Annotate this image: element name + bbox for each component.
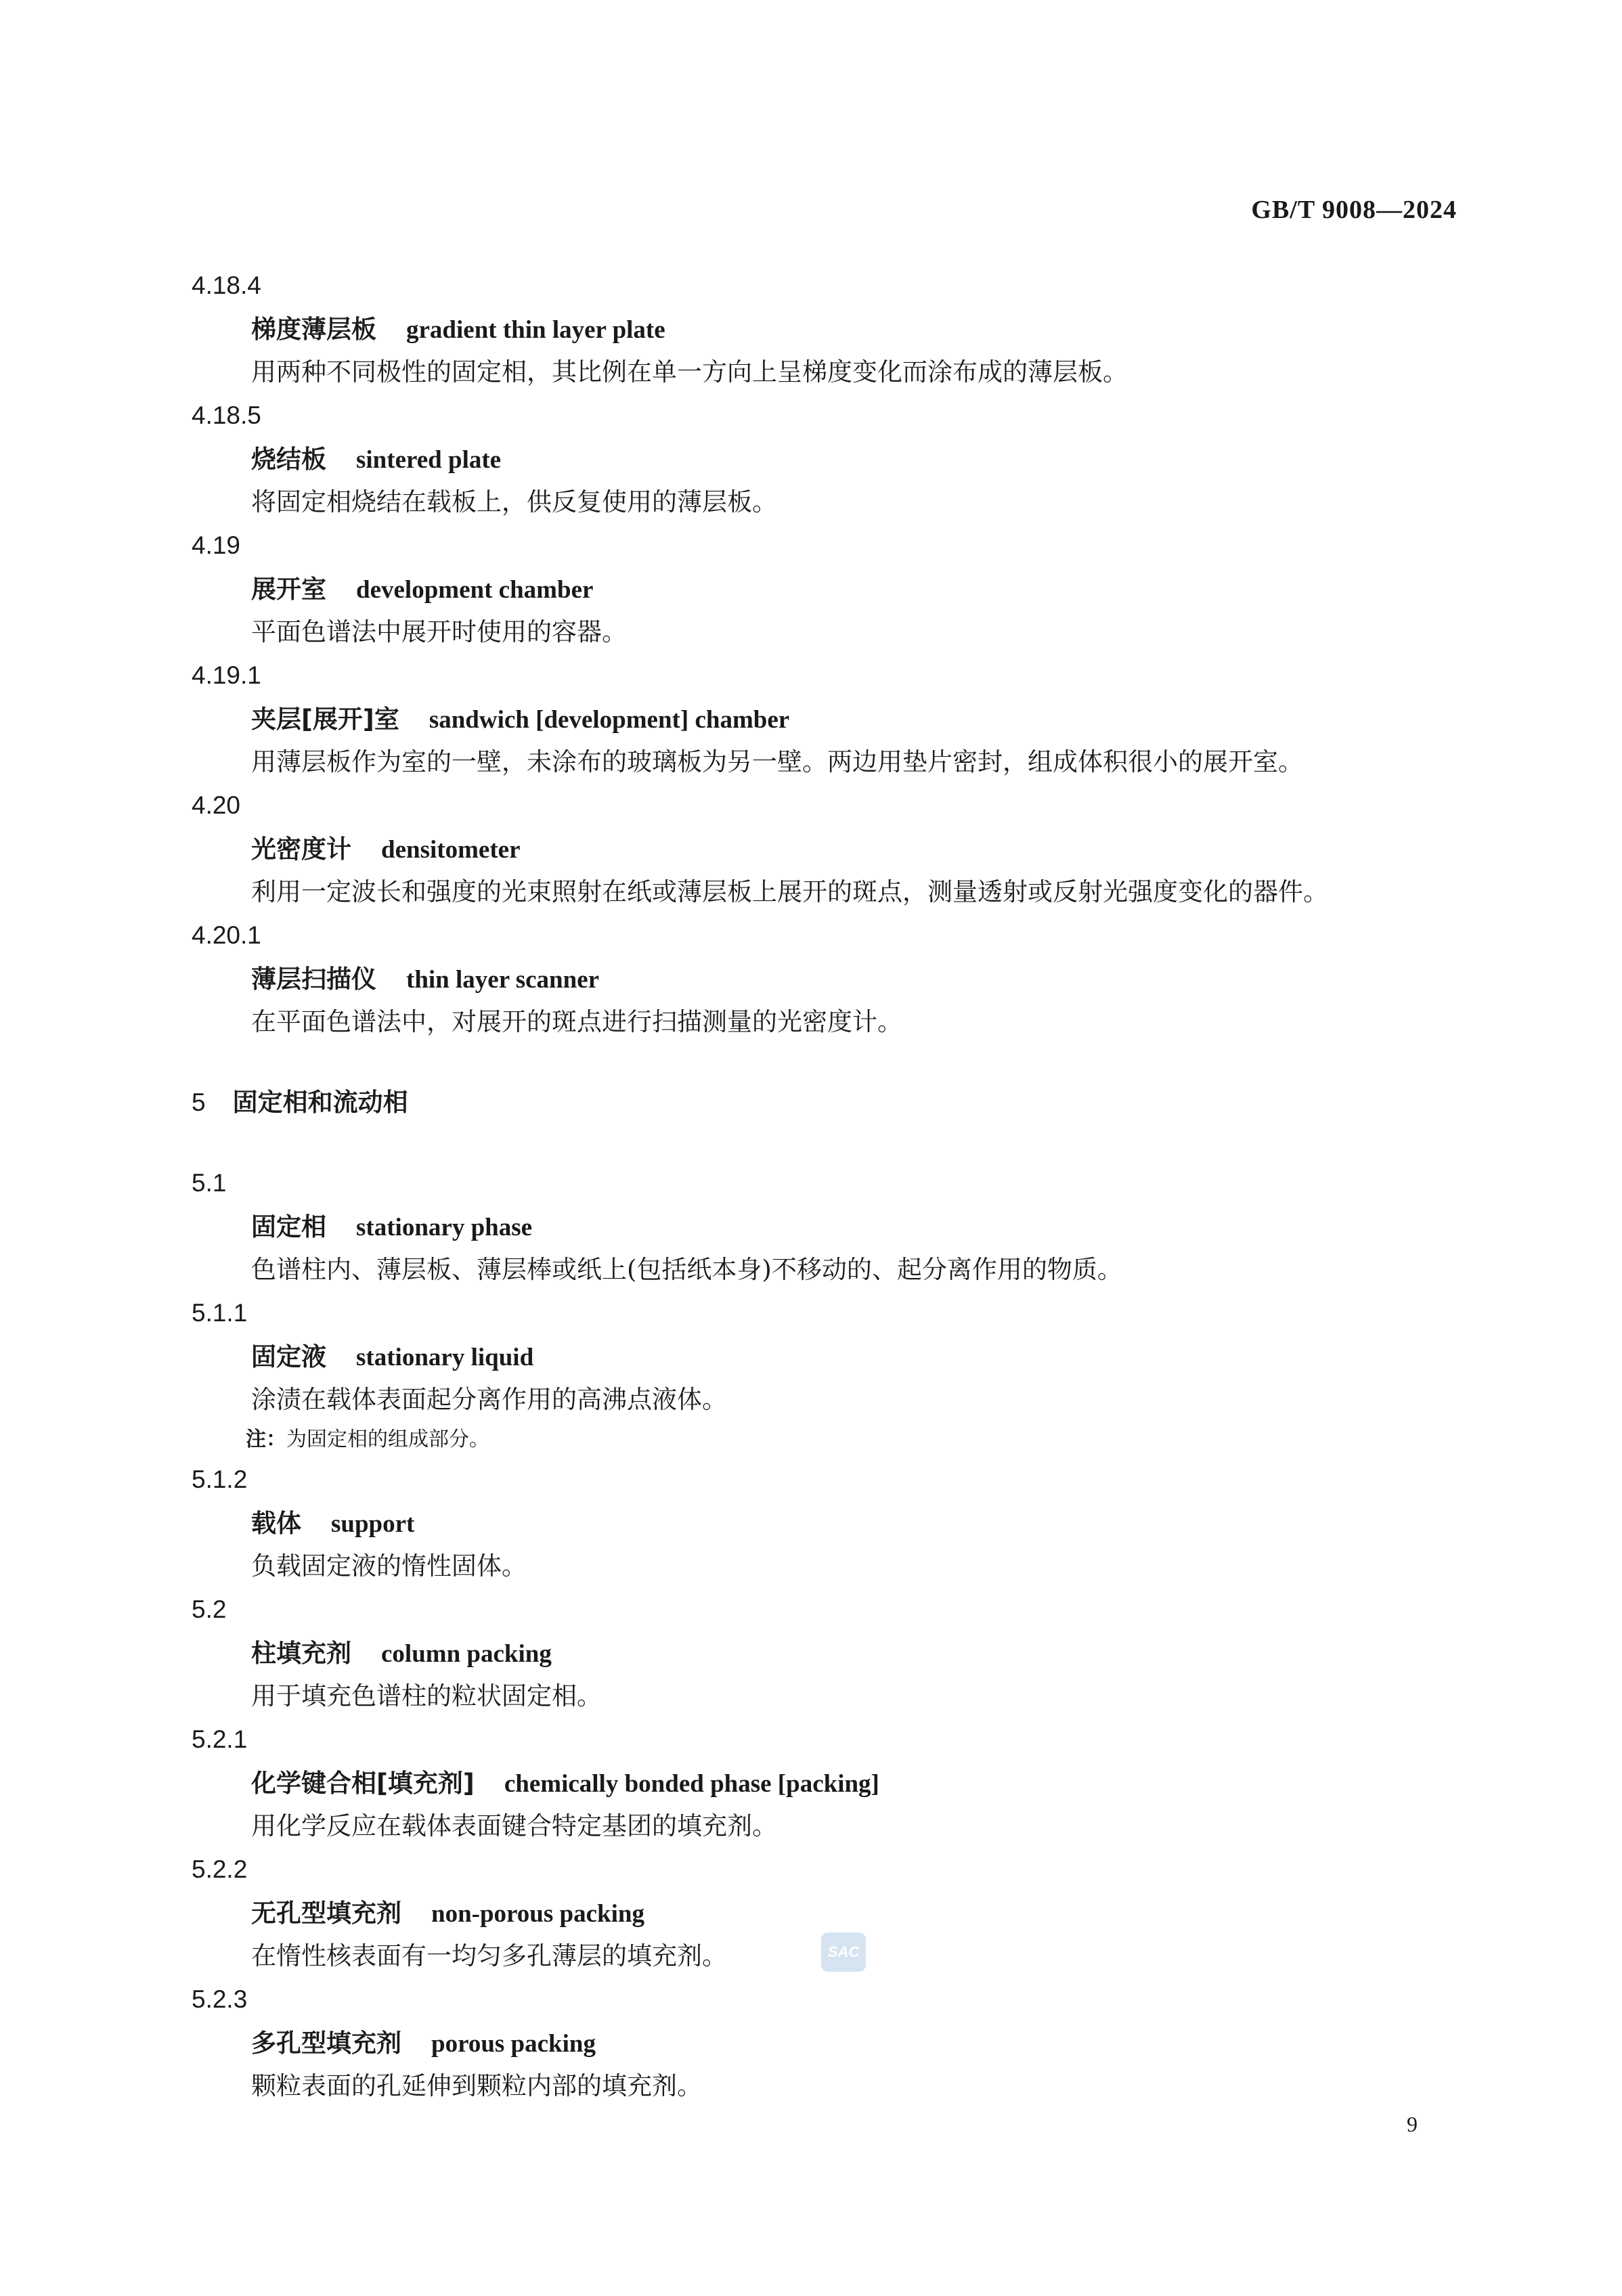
- term-definition: 用于填充色谱柱的粒状固定相。: [251, 1681, 602, 1710]
- term-entry: [192, 264, 1478, 394]
- term-title-zh: 多孔型填充剂: [251, 2029, 401, 2058]
- term-definition: 用薄层板作为室的一壁，未涂布的玻璃板为另一壁。两边用垫片密封，组成体积很小的展开室。: [251, 747, 1303, 776]
- term-definition: 颗粒表面的孔延伸到颗粒内部的填充剂。: [251, 2071, 702, 2100]
- term-title: [251, 697, 1478, 741]
- term-title: [251, 1761, 1478, 1805]
- term-number: 4.19.1: [192, 661, 261, 689]
- term-title-zh: 光密度计: [251, 835, 351, 864]
- term-definition: 将固定相烧结在载板上，供反复使用的薄层板。: [251, 487, 777, 516]
- term-title: [251, 307, 1478, 351]
- page-number: 9: [1407, 2112, 1418, 2136]
- term-title-en: thin layer scanner: [406, 966, 600, 994]
- term-title-en: gradient thin layer plate: [406, 316, 665, 344]
- term-title-en: densitometer: [381, 836, 521, 864]
- term-title: [251, 567, 1478, 611]
- term-title-en: sintered plate: [356, 446, 502, 474]
- term-entry: [192, 1588, 1478, 1718]
- term-number: 5.2.3: [192, 1985, 248, 2013]
- section-number: 5: [192, 1088, 206, 1116]
- term-number: 5.2: [192, 1595, 227, 1623]
- term-title-en: non-porous packing: [431, 1900, 644, 1928]
- term-title: [251, 1891, 1478, 1935]
- term-title: [251, 2021, 1478, 2065]
- term-title-zh: 化学键合相[填充剂]: [251, 1769, 475, 1798]
- term-number: 4.20: [192, 791, 241, 819]
- term-entry: [192, 654, 1478, 784]
- term-entry: [192, 1978, 1478, 2108]
- term-entry: [192, 914, 1478, 1044]
- term-note: [246, 1421, 1478, 1458]
- term-title: [251, 1335, 1478, 1378]
- term-number: 4.18.5: [192, 401, 261, 429]
- term-number: 4.18.4: [192, 271, 261, 299]
- term-definition: 用化学反应在载体表面键合特定基团的填充剂。: [251, 1811, 777, 1840]
- term-title-zh: 无孔型填充剂: [251, 1899, 401, 1928]
- term-title: [251, 437, 1478, 481]
- term-definition: 用两种不同极性的固定相，其比例在单一方向上呈梯度变化而涂布成的薄层板。: [251, 357, 1128, 387]
- term-definition: 平面色谱法中展开时使用的容器。: [251, 617, 627, 646]
- term-title-zh: 柱填充剂: [251, 1639, 351, 1668]
- term-definition: 负载固定液的惰性固体。: [251, 1551, 527, 1581]
- term-title-en: development chamber: [356, 576, 594, 604]
- term-title-en: stationary phase: [356, 1214, 533, 1241]
- section-title: 固定相和流动相: [232, 1088, 408, 1117]
- term-title-zh: 载体: [251, 1509, 301, 1538]
- term-title: [251, 957, 1478, 1000]
- term-title: [251, 827, 1478, 870]
- term-number: 4.20.1: [192, 921, 261, 949]
- term-title-en: porous packing: [431, 2030, 596, 2058]
- term-entry: [192, 394, 1478, 524]
- term-entry: [192, 1292, 1478, 1458]
- term-title: [251, 1631, 1478, 1675]
- term-entry: [192, 1162, 1478, 1292]
- term-title-zh: 薄层扫描仪: [251, 965, 376, 994]
- term-definition: 在惰性核表面有一均匀多孔薄层的填充剂。: [251, 1941, 727, 1970]
- term-number: 4.19: [192, 531, 241, 559]
- term-title: [251, 1205, 1478, 1248]
- document-body: [192, 264, 1478, 2108]
- note-label: 注：: [246, 1428, 286, 1451]
- note-text: 为固定相的组成部分。: [286, 1428, 489, 1451]
- term-entry: [192, 784, 1478, 914]
- term-title-en: chemically bonded phase [packing]: [504, 1770, 879, 1798]
- term-title-zh: 固定相: [251, 1212, 326, 1241]
- term-number: 5.2.1: [192, 1725, 248, 1753]
- section-heading: [192, 1081, 1478, 1124]
- term-title-en: column packing: [381, 1640, 552, 1668]
- term-number: 5.1: [192, 1169, 227, 1197]
- sac-watermark-logo: SAC: [821, 1933, 866, 1972]
- term-title: [251, 1501, 1478, 1545]
- term-entry: [192, 1718, 1478, 1848]
- term-title-zh: 固定液: [251, 1342, 326, 1371]
- term-definition: 涂渍在载体表面起分离作用的高沸点液体。: [251, 1385, 727, 1414]
- term-title-en: support: [331, 1510, 415, 1538]
- term-number: 5.1.1: [192, 1299, 248, 1327]
- term-definition: 利用一定波长和强度的光束照射在纸或薄层板上展开的斑点，测量透射或反射光强度变化的器件。: [251, 877, 1328, 906]
- term-title-zh: 烧结板: [251, 445, 326, 474]
- term-number: 5.1.2: [192, 1465, 248, 1493]
- term-title-zh: 夹层[展开]室: [251, 705, 399, 734]
- term-title-zh: 梯度薄层板: [251, 315, 376, 344]
- term-definition: 色谱柱内、薄层板、薄层棒或纸上(包括纸本身)不移动的、起分离作用的物质。: [251, 1255, 1122, 1284]
- term-entry: [192, 524, 1478, 654]
- term-title-zh: 展开室: [251, 575, 326, 604]
- term-number: 5.2.2: [192, 1855, 248, 1883]
- term-title-en: sandwich [development] chamber: [429, 706, 790, 734]
- term-definition: 在平面色谱法中，对展开的斑点进行扫描测量的光密度计。: [251, 1007, 902, 1036]
- standard-code: GB/T 9008—2024: [1251, 196, 1457, 224]
- term-title-en: stationary liquid: [356, 1344, 534, 1371]
- term-entry: [192, 1458, 1478, 1588]
